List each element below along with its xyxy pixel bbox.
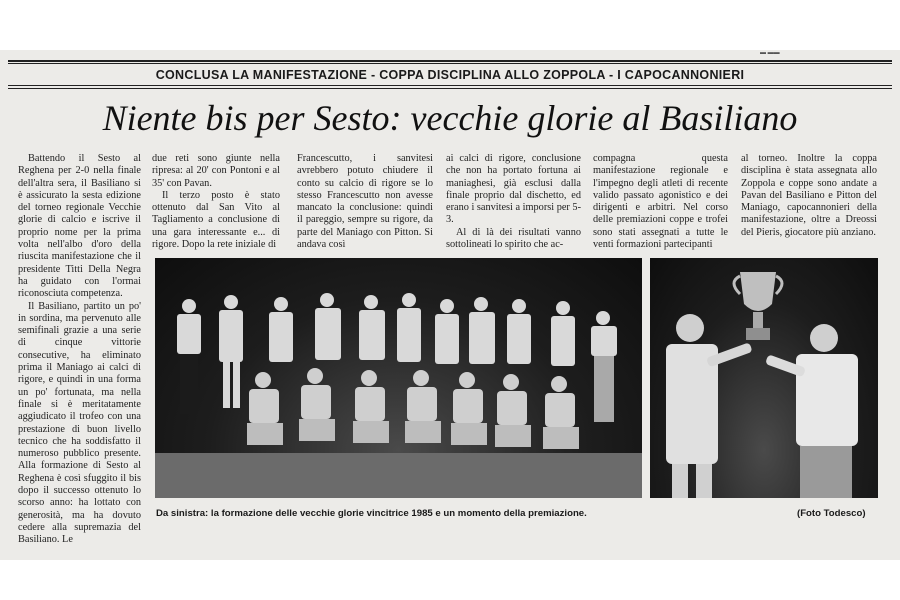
- paragraph: due reti sono giunte nella ripresa: al 20' con Pontoni e al 35' con Pavan.: [152, 153, 280, 189]
- photo-credit: (Foto Todesco): [797, 508, 866, 519]
- player-with-trophy: [666, 314, 753, 498]
- kicker-rule: [8, 85, 892, 86]
- article-column-3: [297, 153, 433, 251]
- team-photo-illustration: [155, 258, 642, 498]
- page-edge-mark: ▬ ▬▬: [760, 50, 780, 56]
- paragraph: al torneo. Inoltre la coppa disciplina è stata assegnata allo Zoppola e coppe sono andate a Pavan del Basiliano e Pitton del Maniago, capocannonieri della manifestazione, oltre a Dreossi del Pieris, giocatore più anziano.: [741, 153, 877, 238]
- kneeling-players: [247, 368, 579, 449]
- team-photo: [155, 258, 642, 498]
- newspaper-clipping: [0, 50, 900, 560]
- paragraph: compagna questa manifestazione regionale e l'impegno degli atleti di recente valido passato agonistico e dei dirigenti e arbitri. Nel corso delle premiazioni coppe e trofei sono stati assegnati a tutte le venti formazioni partecipanti: [593, 153, 728, 251]
- paragraph: Al di là dei risultati vanno sottolineati lo spirito che ac-: [446, 226, 581, 251]
- official-presenting: [765, 324, 858, 498]
- article-column-2: [152, 153, 280, 251]
- award-photo: [650, 258, 878, 498]
- paragraph: ai calci di rigore, conclusione che non ha portato fortuna ai maniaghesi, già esclusi dalla finale proprio dal dischetto, ed erano i sanvitesi a imporsi per 5-3.: [446, 153, 581, 226]
- paragraph: Battendo il Sesto al Reghena per 2-0 nella finale dell'altra sera, il Basiliano si è assicurato la sesta edizione del torneo regionale Vecchie glorie di calcio e iscrive il proprio nome per la prima volta nell'albo d'oro della riuscita manifestazione che il presidente Titti Della Negra ha guidato con l'ormai riconosciuta competenza.: [18, 153, 141, 300]
- article-column-5: [593, 153, 728, 251]
- pitch-ground: [155, 453, 642, 498]
- trophy-icon: [734, 272, 782, 340]
- photo-caption: Da sinistra: la formazione delle vecchie glorie vincitrice 1985 e un momento della premiazione.: [156, 508, 587, 519]
- article-column-1: [18, 153, 141, 546]
- paragraph: Il Basiliano, partito un po' in sordina, ma pervenuto alle semifinali grazie a una serie di cinque vittorie consecutive, ha eliminato prima il Maniago ai calci di rigore, e quindi in una forma un po' fortunata, ma nella finale si è meritatamente aggiudicato il trofeo con una prestazione di buon livello tecnico che ha soddisfatto il numeroso pubblico presente. Alla formazione di Sesto al Reghena è così sfuggito il bis dopo il successo ottenuto lo scorso anno: ha lottato con generosità, ma ha dovuto cedere alla supremazia del Basiliano. Le: [18, 300, 141, 546]
- paragraph: Il terzo posto è stato ottenuto dal San Vito al Tagliamento a conclusione di una gara interessante e... di rigore. Dopo la rete iniziale di: [152, 189, 280, 251]
- article-column-6: [741, 153, 877, 251]
- headline: Niente bis per Sesto: vecchie glorie al Basiliano: [102, 98, 798, 138]
- paragraph: Francescutto, i sanvitesi avrebbero potuto chiudere il conto su calcio di rigore se lo stesso Francescutto non avesse mancato la conclusione: quindi il pareggio, sempre su rigore, da parte del Maniago con Pitton. Si andava così: [297, 153, 433, 251]
- award-photo-illustration: [650, 258, 878, 498]
- top-rule-thin: [8, 63, 892, 64]
- article-column-4: [446, 153, 581, 251]
- kicker-rule-thin: [8, 88, 892, 89]
- top-rule: [8, 60, 892, 62]
- kicker: CONCLUSA LA MANIFESTAZIONE - COPPA DISCIPLINA ALLO ZOPPOLA - I CAPOCANNONIERI: [155, 68, 745, 82]
